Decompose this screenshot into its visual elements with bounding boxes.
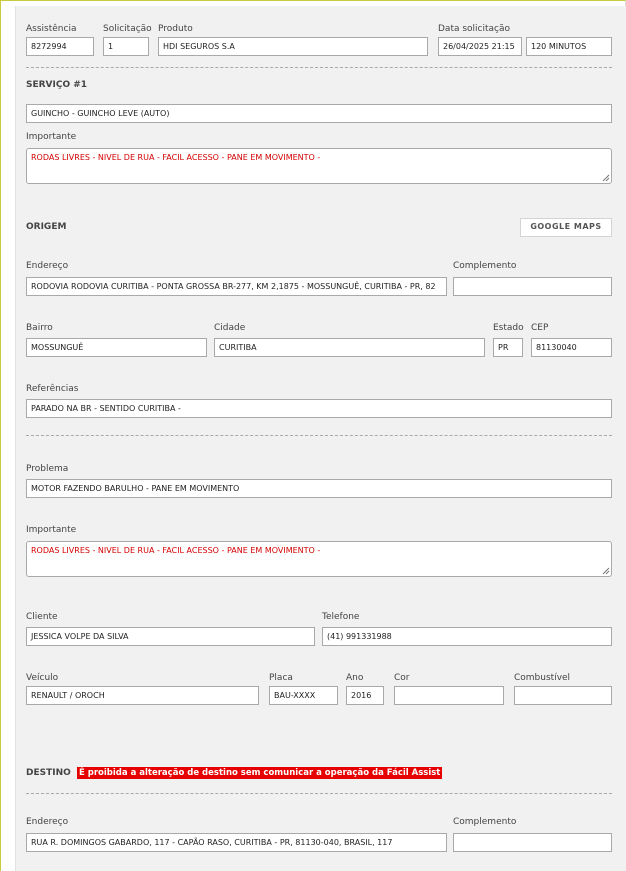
cep-label: CEP [531, 323, 549, 333]
cidade-field[interactable]: CURITIBA [214, 338, 485, 357]
veiculo-field[interactable]: RENAULT / OROCH [26, 686, 259, 705]
ano-label: Ano [346, 673, 364, 683]
prazo-field[interactable]: 120 MINUTOS [526, 37, 612, 56]
produto-label: Produto [158, 24, 193, 34]
divider [26, 67, 612, 68]
assistencia-field[interactable]: 8272994 [26, 37, 94, 56]
estado-field[interactable]: PR [493, 338, 523, 357]
origem-complemento-field[interactable] [453, 277, 612, 296]
ano-field[interactable]: 2016 [346, 686, 384, 705]
estado-label: Estado [493, 323, 524, 333]
divider [26, 435, 612, 436]
divider [26, 793, 612, 794]
data-solicitacao-label: Data solicitação [438, 24, 511, 34]
problema-importante-text: RODAS LIVRES - NIVEL DE RUA - FACIL ACESSO - PANE EM MOVIMENTO - [31, 546, 321, 555]
destino-title: DESTINO [26, 768, 71, 778]
problema-importante-label: Importante [26, 525, 77, 535]
destino-endereco-field[interactable]: RUA R. DOMINGOS GABARDO, 117 - CAPÃO RASO, CURITIBA - PR, 81130-040, BRASIL, 117 [26, 833, 447, 852]
referencias-field[interactable]: PARADO NA BR - SENTIDO CURITIBA - [26, 399, 612, 418]
bairro-label: Bairro [26, 323, 53, 333]
data-solicitacao-field[interactable]: 26/04/2025 21:15 [438, 37, 522, 56]
veiculo-label: Veículo [26, 673, 59, 683]
cidade-label: Cidade [214, 323, 246, 333]
referencias-label: Referências [26, 384, 79, 394]
bairro-field[interactable]: MOSSUNGUÊ [26, 338, 207, 357]
telefone-field[interactable]: (41) 991331988 [322, 627, 612, 646]
placa-label: Placa [269, 673, 293, 683]
cor-field[interactable] [394, 686, 504, 705]
origem-title: ORIGEM [26, 222, 67, 232]
destino-complemento-field[interactable] [453, 833, 612, 852]
servico-importante-text: RODAS LIVRES - NIVEL DE RUA - FACIL ACESSO - PANE EM MOVIMENTO - [31, 153, 321, 162]
problema-importante-textarea[interactable] [26, 541, 612, 577]
problema-field[interactable]: MOTOR FAZENDO BARULHO - PANE EM MOVIMENTO [26, 479, 612, 498]
destino-endereco-label: Endereço [26, 817, 69, 827]
servico-tipo-field[interactable]: GUINCHO - GUINCHO LEVE (AUTO) [26, 104, 612, 123]
telefone-label: Telefone [322, 612, 360, 622]
combustivel-field[interactable] [514, 686, 612, 705]
google-maps-button[interactable]: GOOGLE MAPS [520, 218, 612, 237]
destino-complemento-label: Complemento [453, 817, 517, 827]
resize-handle-icon[interactable] [602, 174, 610, 182]
solicitacao-label: Solicitação [103, 24, 152, 34]
servico-title: SERVIÇO #1 [26, 80, 88, 90]
solicitacao-field[interactable]: 1 [103, 37, 149, 56]
cliente-label: Cliente [26, 612, 58, 622]
origem-endereco-label: Endereço [26, 261, 69, 271]
placa-field[interactable]: BAU-XXXX [269, 686, 338, 705]
cliente-field[interactable]: JESSICA VOLPE DA SILVA [26, 627, 315, 646]
servico-importante-label: Importante [26, 132, 77, 142]
cep-field[interactable]: 81130040 [531, 338, 612, 357]
combustivel-label: Combustível [514, 673, 571, 683]
problema-label: Problema [26, 464, 69, 474]
origem-complemento-label: Complemento [453, 261, 517, 271]
produto-field[interactable]: HDI SEGUROS S.A [158, 37, 428, 56]
servico-importante-textarea[interactable] [26, 148, 612, 184]
destino-warning-badge: É proibida a alteração de destino sem comunicar a operação da Fácil Assist [79, 768, 441, 778]
resize-handle-icon[interactable] [602, 567, 610, 575]
form-panel [15, 6, 626, 871]
origem-endereco-field[interactable]: RODOVIA RODOVIA CURITIBA - PONTA GROSSA BR-277, KM 2,1875 - MOSSUNGUÊ, CURITIBA - PR, 82 [26, 277, 447, 296]
cor-label: Cor [394, 673, 410, 683]
assistencia-label: Assistência [26, 24, 77, 34]
